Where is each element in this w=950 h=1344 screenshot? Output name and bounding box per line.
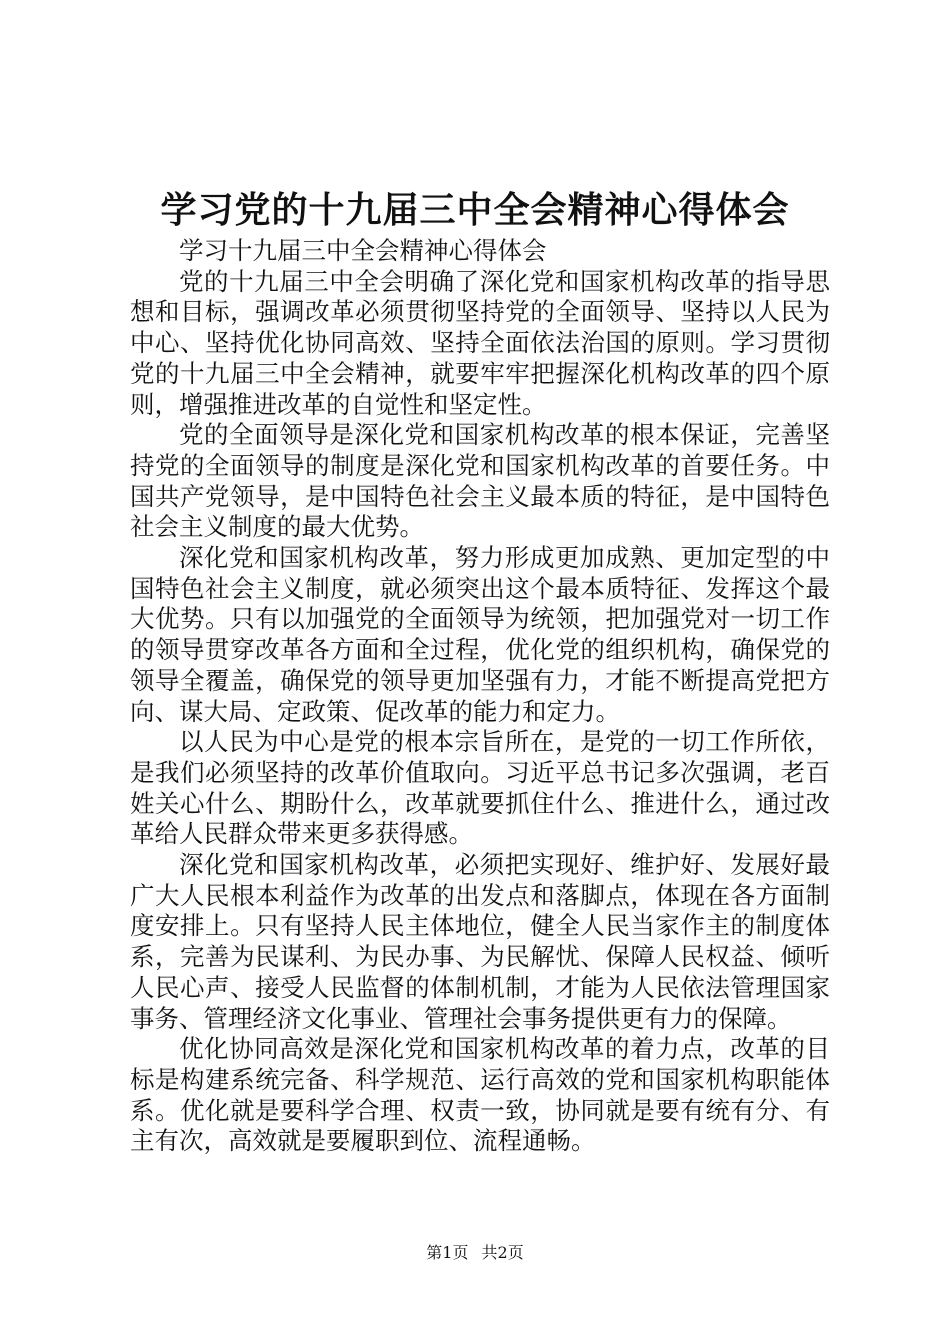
- paragraph-subtitle: 学习十九届三中全会精神心得体会: [179, 236, 547, 265]
- paragraph: 深化党和国家机构改革，必须把实现好、维护好、发展好最广大人民根本利益作为改革的出发点和落脚点，体现在各方面制度安排上。只有坚持人民主体地位，健全人民当家作主的制度体系，完善为民谋利、为民办事、为民解忧、保障人民权益、倾听人民心声、接受人民监督的体制机制，才能为人民依法管理国家事务、管理经济文化事业、管理社会事务提供更有力的保障。: [130, 850, 830, 1033]
- document-title: 学习党的十九届三中全会精神心得体会: [160, 189, 790, 231]
- paragraph: 党的全面领导是深化党和国家机构改革的根本保证，完善坚持党的全面领导的制度是深化党和国家机构改革的首要任务。中国共产党领导，是中国特色社会主义最本质的特征，是中国特色社会主义制度的最大优势。: [130, 420, 830, 542]
- page-number: 第1页: [426, 1243, 469, 1262]
- paragraph: 以人民为中心是党的根本宗旨所在，是党的一切工作所依，是我们必须坚持的改革价值取向。习近平总书记多次强调，老百姓关心什么、期盼什么，改革就要抓住什么、推进什么，通过改革给人民群众带来更多获得感。: [130, 727, 830, 849]
- page-total: 共2页: [481, 1243, 524, 1262]
- paragraph: 党的十九届三中全会明确了深化党和国家机构改革的指导思想和目标，强调改革必须贯彻坚持党的全面领导、坚持以人民为中心、坚持优化协同高效、坚持全面依法治国的原则。学习贯彻党的十九届三中全会精神，就要牢牢把握深化机构改革的四个原则，增强推进改革的自觉性和坚定性。: [130, 266, 830, 419]
- paragraph: 深化党和国家机构改革，努力形成更加成熟、更加定型的中国特色社会主义制度，就必须突出这个最本质特征、发挥这个最大优势。只有以加强党的全面领导为统领，把加强党对一切工作的领导贯穿改革各方面和全过程，优化党的组织机构，确保党的领导全覆盖，确保党的领导更加坚强有力，才能不断提高党把方向、谋大局、定政策、促改革的能力和定力。: [130, 543, 830, 726]
- page-footer: [0, 1242, 950, 1264]
- paragraph: 优化协同高效是深化党和国家机构改革的着力点，改革的目标是构建系统完备、科学规范、运行高效的党和国家机构职能体系。优化就是要科学合理、权责一致，协同就是要有统有分、有主有次，高效就是要履职到位、流程通畅。: [130, 1034, 830, 1156]
- document-body: [130, 236, 830, 1157]
